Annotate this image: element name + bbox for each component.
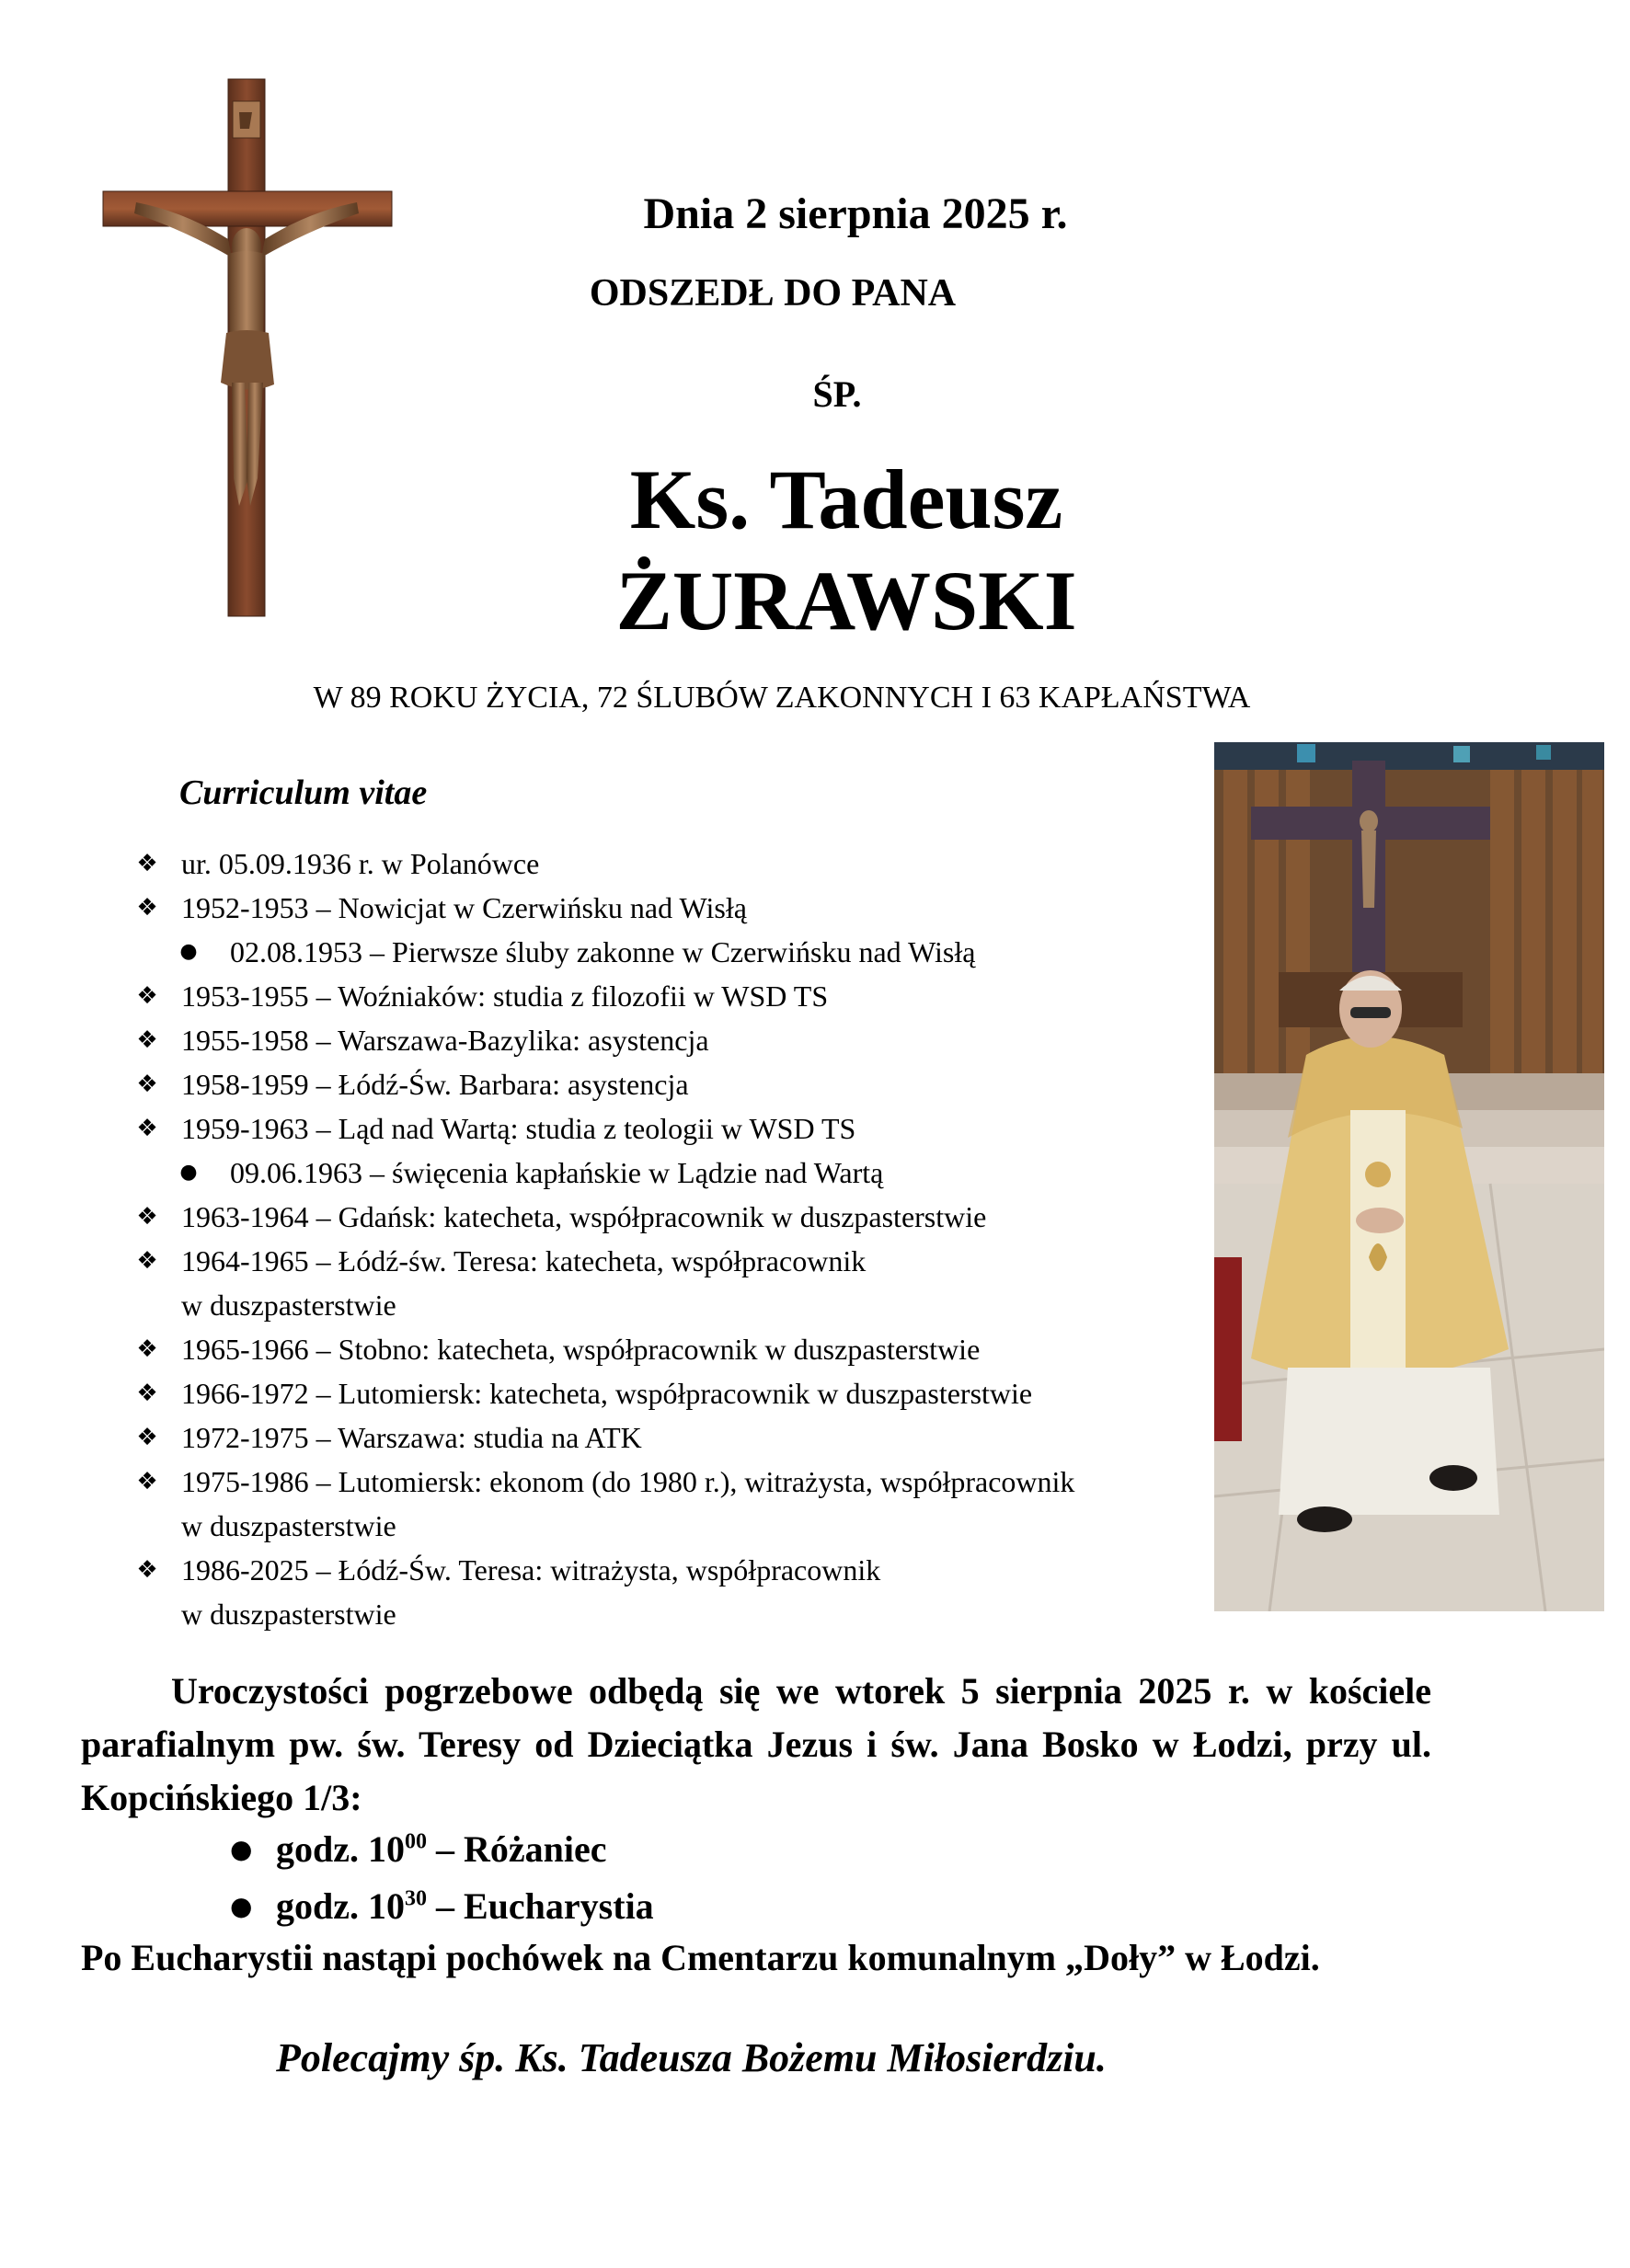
diamond-bullet-icon: ❖ <box>136 1115 158 1142</box>
diamond-bullet-icon: ❖ <box>136 1468 158 1495</box>
diamond-bullet-icon: ❖ <box>136 1203 158 1231</box>
cv-list <box>129 842 1214 1636</box>
diamond-bullet-icon: ❖ <box>136 1335 158 1363</box>
diamond-bullet-icon: ❖ <box>136 894 158 922</box>
diamond-bullet-icon: ❖ <box>136 982 158 1010</box>
dot-bullet-icon: ● <box>230 1891 253 1921</box>
list-item: ❖ 1958-1959 – Łódź-Św. Barbara: asystencja <box>129 1062 1214 1106</box>
closing-prayer: Polecajmy śp. Ks. Tadeusza Bożemu Miłosierdziu. <box>276 2035 1107 2080</box>
dot-bullet-icon: ● <box>179 1161 198 1184</box>
diamond-bullet-icon: ❖ <box>136 850 158 877</box>
dot-bullet-icon: ● <box>179 940 198 963</box>
diamond-bullet-icon: ❖ <box>136 1556 158 1584</box>
list-item: ❖ 1975-1986 – Lutomiersk: ekonom (do 1980 r.), witrażysta, współpracownik w duszpasterstwie <box>129 1460 1214 1548</box>
list-item: ❖ 1955-1958 – Warszawa-Bazylika: asystencja <box>129 1018 1214 1062</box>
list-item: ❖ 1959-1963 – Ląd nad Wartą: studia z teologii w WSD TS <box>129 1106 1214 1151</box>
date-line: Dnia 2 sierpnia 2025 r. <box>643 189 1068 238</box>
diamond-bullet-icon: ❖ <box>136 1247 158 1275</box>
burial-info: Po Eucharystii nastąpi pochówek na Cmentarzu komunalnym „Doły” w Łodzi. <box>81 1937 1320 1978</box>
list-item: ● 09.06.1963 – święcenia kapłańskie w Lądzie nad Wartą <box>129 1151 1214 1195</box>
funeral-schedule <box>230 1821 654 1935</box>
list-item: ❖ 1953-1955 – Woźniaków: studia z filozofii w WSD TS <box>129 974 1214 1018</box>
diamond-bullet-icon: ❖ <box>136 1424 158 1451</box>
list-item: ● 02.08.1953 – Pierwsze śluby zakonne w Czerwińsku nad Wisłą <box>129 930 1214 974</box>
list-item: ❖ 1952-1953 – Nowicjat w Czerwińsku nad Wisłą <box>129 886 1214 930</box>
diamond-bullet-icon: ❖ <box>136 1026 158 1054</box>
list-item: ❖ 1964-1965 – Łódź-św. Teresa: katecheta, współpracownik w duszpasterstwie <box>129 1239 1214 1327</box>
dot-bullet-icon: ● <box>230 1834 253 1864</box>
honorific: ŚP. <box>812 373 862 415</box>
list-item: ❖ 1972-1975 – Warszawa: studia na ATK <box>129 1415 1214 1460</box>
list-item: ❖ 1986-2025 – Łódź-Św. Teresa: witrażysta, współpracownik w duszpasterstwie <box>129 1548 1214 1636</box>
funeral-announcement: Uroczystości pogrzebowe odbędą się we wtorek 5 sierpnia 2025 r. w kościele parafialnym pw. św. Teresy od Dzieciątka Jezus i św. Jana Bosko w Łodzi, przy ul. Kopcińskiego 1/3: <box>81 1670 1431 1818</box>
schedule-item: ● godz. $10^{00}$ – Różaniec <box>230 1821 654 1878</box>
departed-line: ODSZEDŁ DO PANA <box>589 272 957 315</box>
crucifix-image <box>92 74 405 625</box>
deceased-first-name: Ks. Tadeusz <box>629 452 1063 546</box>
list-item: ❖ 1963-1964 – Gdańsk: katecheta, współpracownik w duszpasterstwie <box>129 1195 1214 1239</box>
age-line: W 89 ROKU ŻYCIA, 72 ŚLUBÓW ZAKONNYCH I 63 KAPŁAŃSTWA <box>313 681 1251 715</box>
deceased-last-name: ŻURAWSKI <box>615 554 1077 647</box>
diamond-bullet-icon: ❖ <box>136 1071 158 1098</box>
list-item: ❖ ur. 05.09.1936 r. w Polanówce <box>129 842 1214 886</box>
priest-photo <box>1214 742 1604 1611</box>
list-item: ❖ 1966-1972 – Lutomiersk: katecheta, współpracownik w duszpasterstwie <box>129 1371 1214 1415</box>
diamond-bullet-icon: ❖ <box>136 1380 158 1407</box>
list-item: ❖ 1965-1966 – Stobno: katecheta, współpracownik w duszpasterstwie <box>129 1327 1214 1371</box>
schedule-item: ● godz. $10^{30}$ – Eucharystia <box>230 1878 654 1935</box>
cv-title: Curriculum vitae <box>179 773 428 812</box>
